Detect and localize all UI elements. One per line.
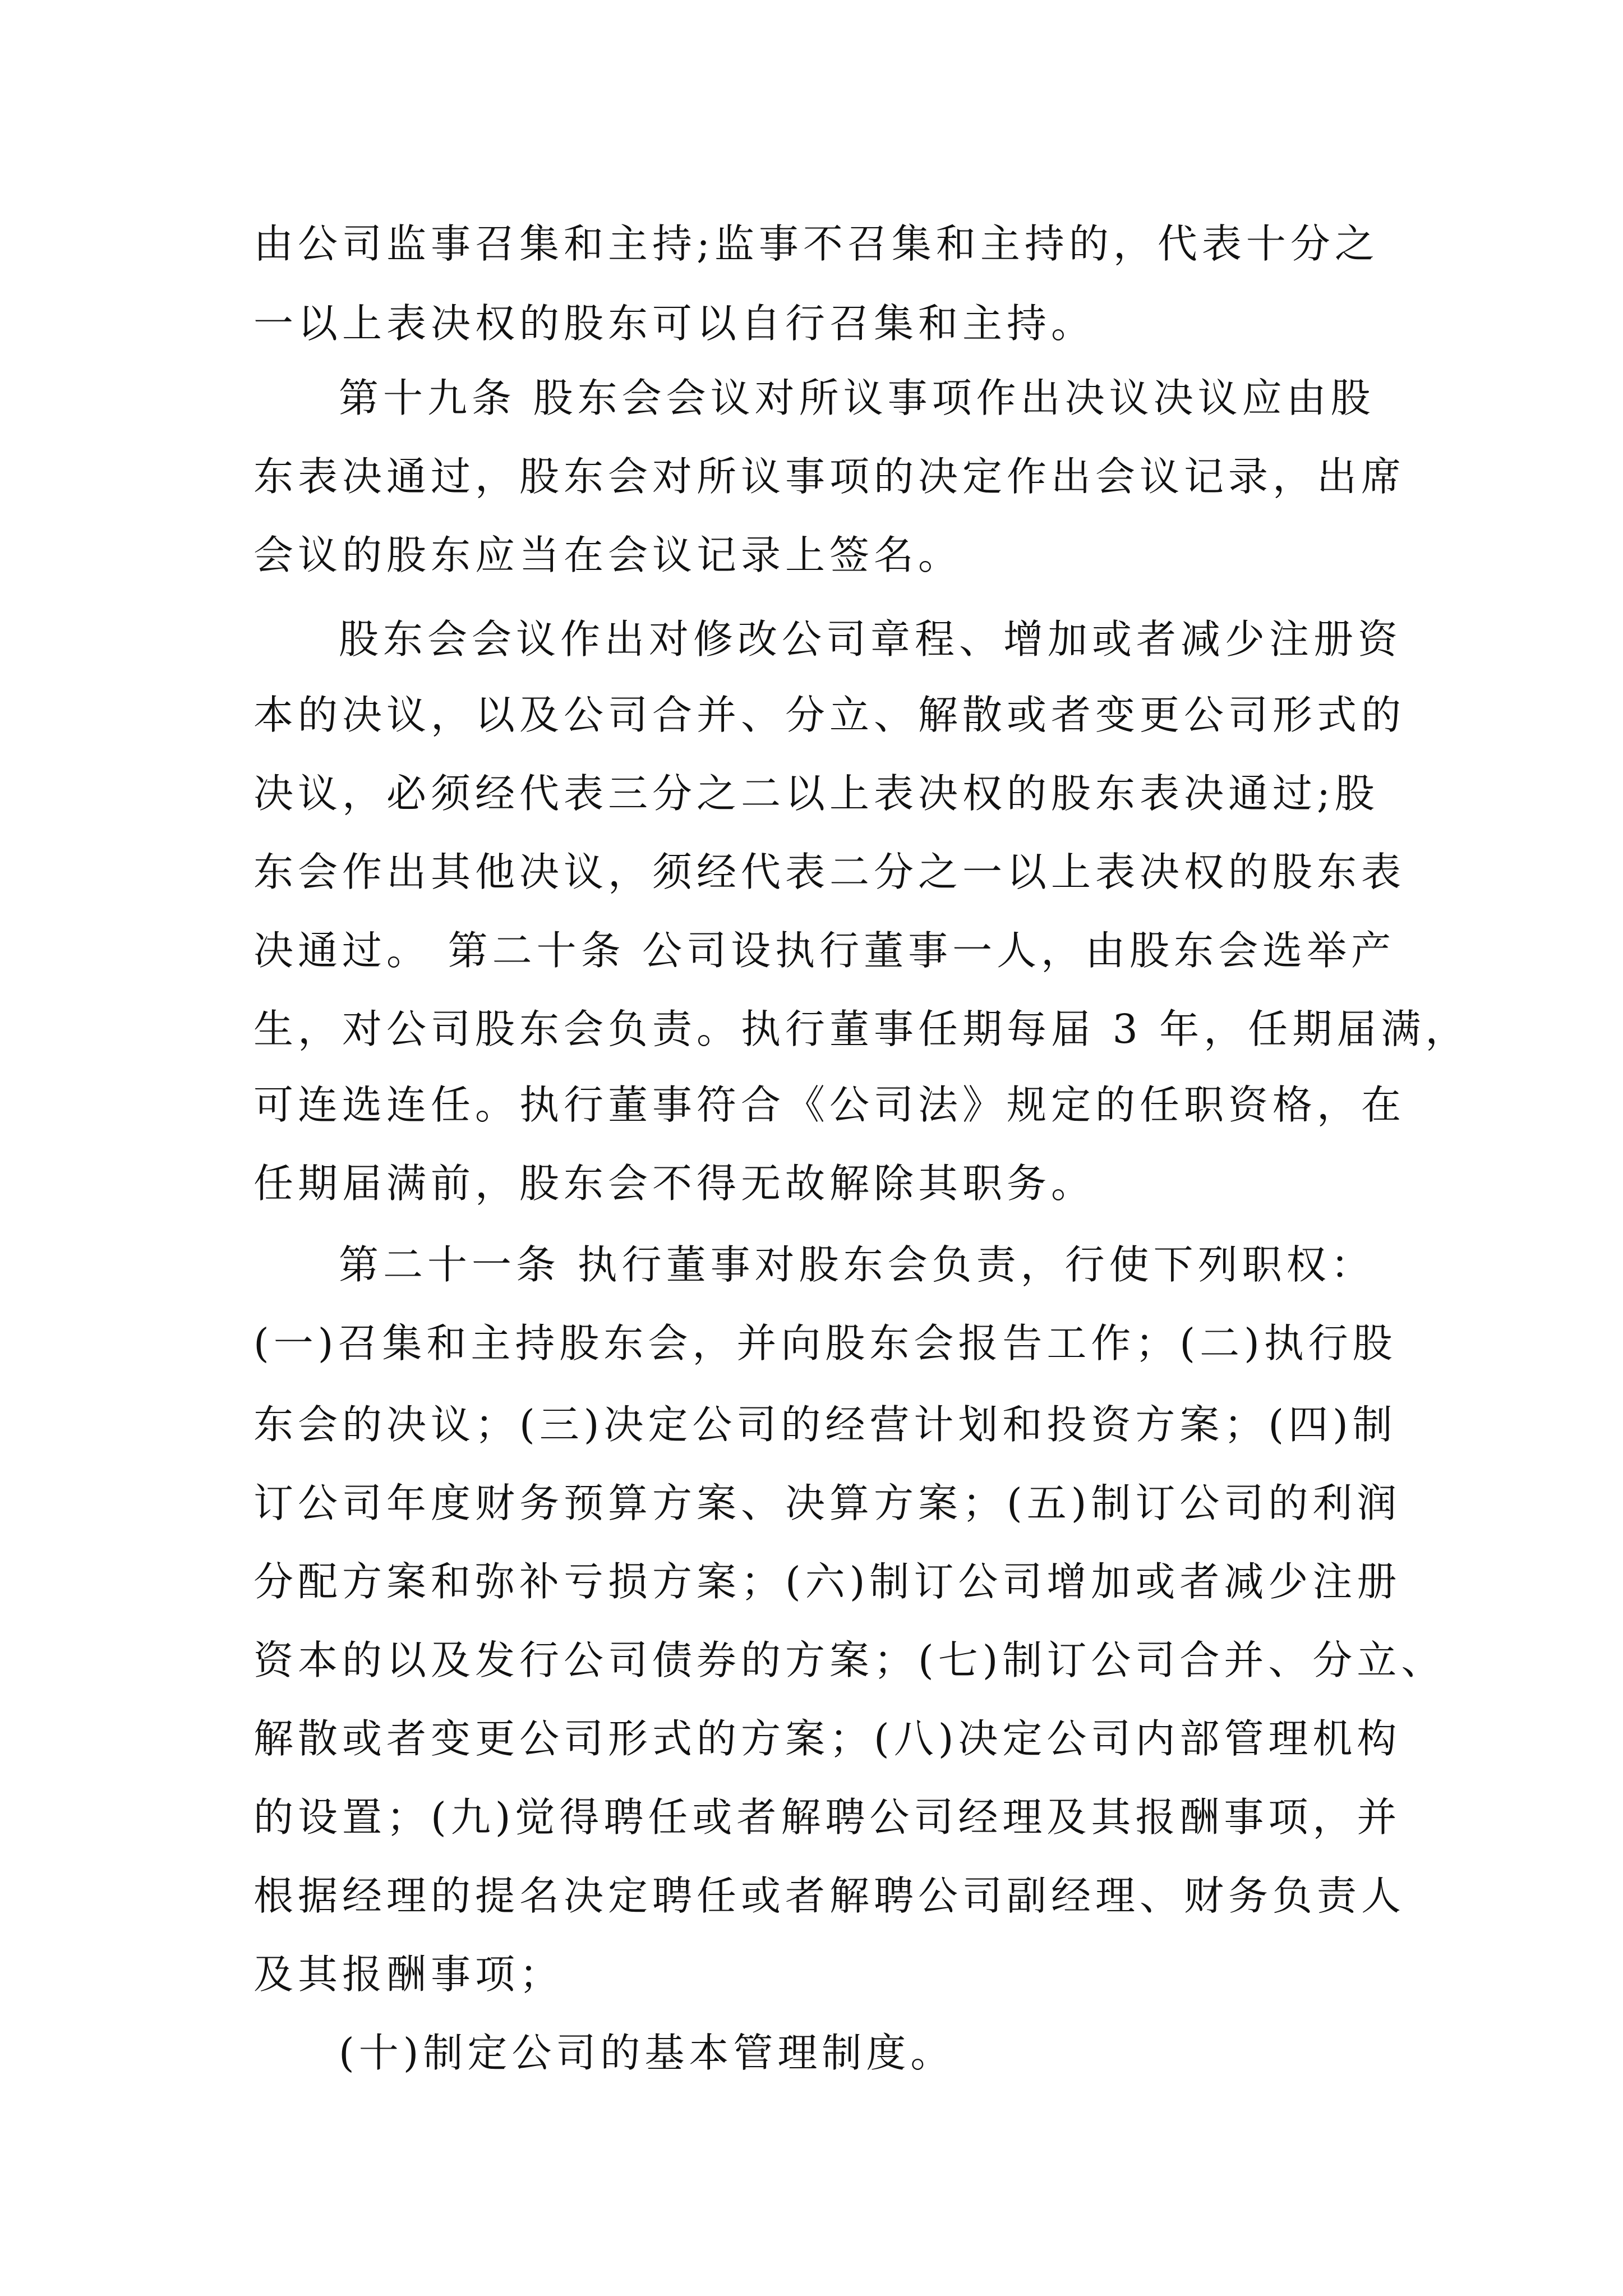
article-21-heading-line: 第二十一条 执行董事对股东会负责，行使下列职权：	[339, 1241, 1375, 1288]
text-line: 分配方案和弥补亏损方案；(六)制订公司增加或者减少注册	[253, 1558, 1401, 1605]
text-line: 东会作出其他决议，须经代表二分之一以上表决权的股东表	[253, 849, 1406, 895]
text-line: 决通过。 第二十条 公司设执行董事一人，由股东会选举产	[253, 927, 1396, 974]
text-line: 任期届满前，股东会不得无故解除其职务。	[253, 1160, 1096, 1207]
text-line: 东会的决议；(三)决定公司的经营计划和投资方案；(四)制	[253, 1401, 1397, 1448]
text-line: 资本的以及发行公司债券的方案；(七)制订公司合并、分立、	[253, 1637, 1446, 1683]
text-line: 的设置；(九)觉得聘任或者解聘公司经理及其报酬事项，并	[253, 1794, 1401, 1841]
text-line: 订公司年度财务预算方案、决算方案；(五)制订公司的利润	[253, 1480, 1401, 1526]
article-19-heading-line: 第十九条 股东会会议对所议事项作出决议决议应由股	[339, 375, 1375, 421]
text-line: 一以上表决权的股东可以自行召集和主持。	[253, 300, 1096, 347]
paragraph-start-line: (十)制定公司的基本管理制度。	[339, 2030, 955, 2076]
text-line: 会议的股东应当在会议记录上签名。	[253, 532, 963, 578]
text-line: 可连选连任。执行董事符合《公司法》规定的任职资格，在	[253, 1082, 1406, 1128]
text-line: 解散或者变更公司形式的方案；(八)决定公司内部管理机构	[253, 1715, 1401, 1762]
paragraph-start-line: 股东会会议作出对修改公司章程、增加或者减少注册资	[339, 616, 1403, 662]
text-line: 及其报酬事项；	[253, 1951, 564, 1998]
text-line: 根据经理的提名决定聘任或者解聘公司副经理、财务负责人	[253, 1872, 1406, 1919]
text-line: 本的决议，以及公司合并、分立、解散或者变更公司形式的	[253, 692, 1406, 738]
text-line: (一)召集和主持股东会，并向股东会报告工作；(二)执行股	[253, 1320, 1397, 1366]
text-line: 由公司监事召集和主持;监事不召集和主持的，代表十分之	[253, 220, 1379, 267]
text-line: 生，对公司股东会负责。执行董事任期每届 3 年，任期届满，	[253, 1006, 1470, 1052]
text-line: 东表决通过，股东会对所议事项的决定作出会议记录，出席	[253, 453, 1406, 500]
text-line: 决议，必须经代表三分之二以上表决权的股东表决通过;股	[253, 770, 1379, 817]
